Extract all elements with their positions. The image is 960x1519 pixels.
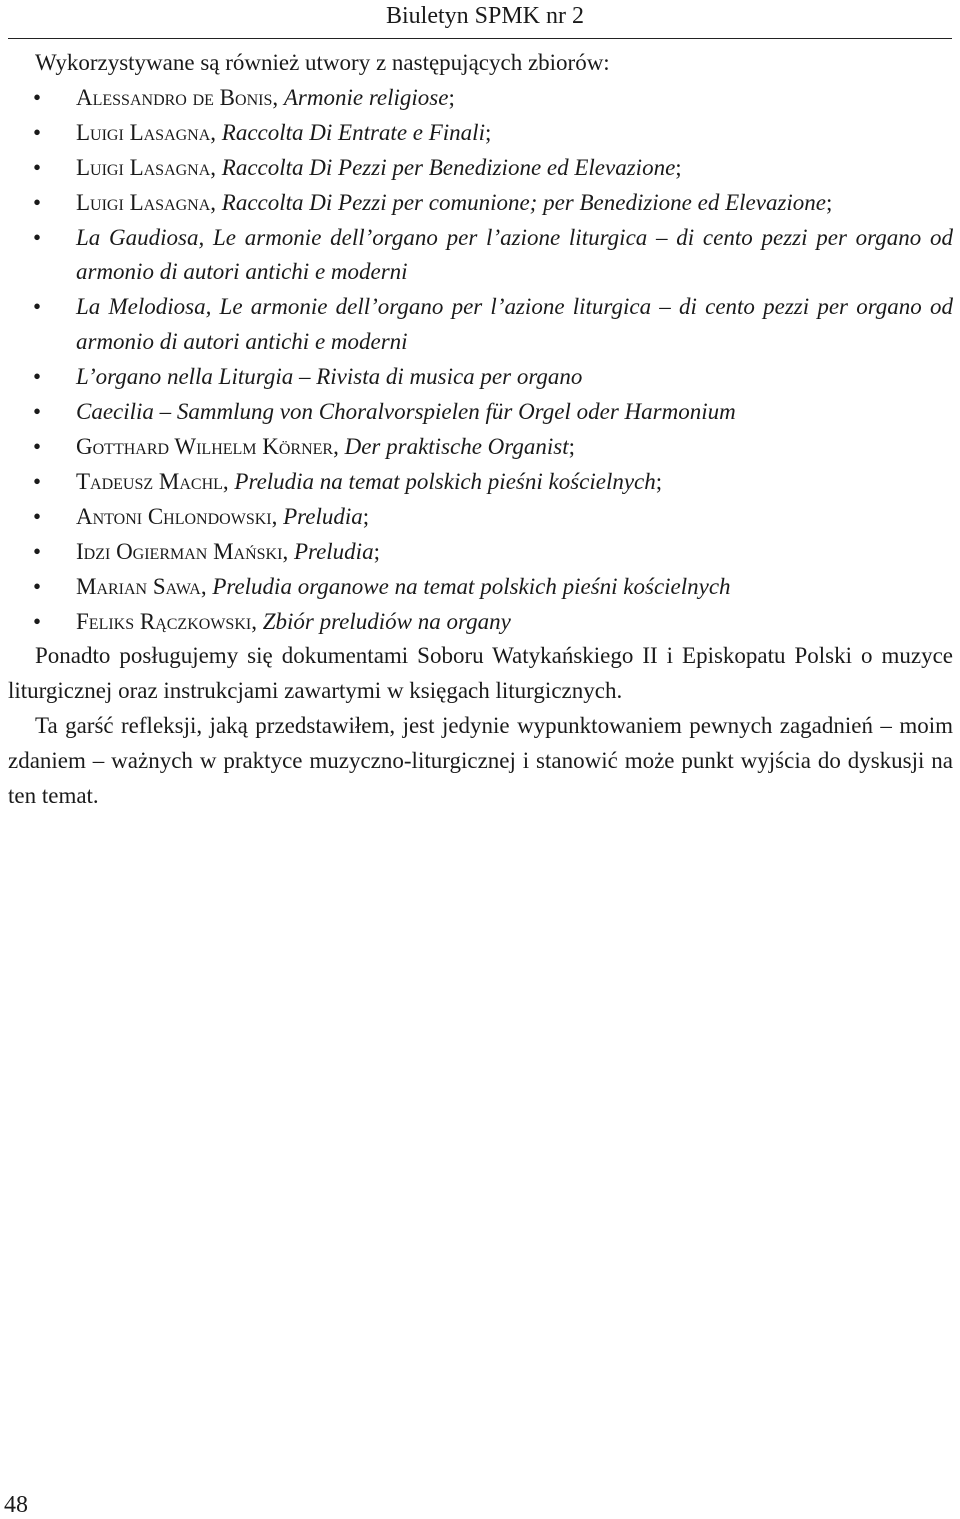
intro-line: Wykorzystywane są również utwory z następujących zbiorów: [35,50,610,75]
work-author: Marian Sawa [76,573,201,599]
work-author: Luigi Lasagna [76,119,211,145]
work-title: Preludia na temat polskich pieśni kościelnych [234,468,656,494]
paragraph-documents: Ponadto posługujemy się dokumentami Soboru Watykańskiego II i Episkopatu Polski o muzyce liturgicznej oraz instrukcjami zawartymi w księgach liturgicznych. [8,643,953,704]
work-title: Preludia organowe na temat polskich pieśni kościelnych [212,573,731,599]
bullet-icon: • [32,503,42,529]
list-item: • Antoni Chlondowski, Preludia; [8,500,953,535]
work-title: Armonie religiose [283,84,449,110]
work-author: Idzi Ogierman Mański [76,538,283,564]
work-title: Der praktische Organist [344,433,569,459]
page-content [8,46,953,814]
list-item [8,360,953,395]
bullet-icon: • [32,538,42,564]
work-title: Zbiór preludiów na organy [262,608,511,634]
item-punctuation: ; [826,189,833,215]
bullet-icon: • [32,189,42,215]
bullet-icon: • [32,154,42,180]
works-list [8,81,953,640]
list-item: • Gotthard Wilhelm Körner, Der praktische Organist; [8,430,953,465]
item-punctuation: ; [675,154,682,180]
list-item [8,290,953,360]
work-title: L’organo nella Liturgia – Rivista di musica per organo [76,364,583,390]
bullet-icon: • [32,608,42,634]
page-number: 48 [4,1492,28,1518]
bullet-icon: • [32,468,42,494]
bullet-icon: • [32,433,42,459]
bullet-icon: • [32,119,42,145]
journal-title: Biuletyn SPMK nr 2 [385,3,584,29]
list-item: • Idzi Ogierman Mański, Preludia; [8,535,953,570]
bullet-icon: • [32,294,42,320]
work-title: Preludia [283,503,363,529]
work-title: Preludia [293,538,374,564]
work-title: Raccolta Di Pezzi per comunione; per Benedizione ed Elevazione [221,189,827,215]
item-punctuation: ; [568,433,576,459]
work-title: Raccolta Di Entrate e Finali [221,119,485,145]
bullet-icon: • [32,84,42,110]
item-punctuation: ; [655,468,663,494]
work-title: Caecilia – Sammlung von Choralvorspielen für Orgel oder Harmonium [76,399,736,425]
bullet-icon: • [32,573,42,599]
work-author: Feliks Rączkowski [76,608,252,634]
list-item: • Marian Sawa, Preludia organowe na temat polskich pieśni kościelnych [8,570,953,605]
work-title: La Gaudiosa, Le armonie dell’organo per l’azione liturgica – di cento pezzi per organo od armonio di autori antichi e moderni [76,224,953,285]
running-header [8,0,952,39]
bullet-icon: • [32,399,42,425]
work-title: Raccolta Di Pezzi per Benedizione ed Elevazione [221,154,676,180]
item-punctuation: ; [373,538,380,564]
list-item: • Feliks Rączkowski, Zbiór preludiów na organy [8,605,953,640]
item-punctuation: ; [362,503,370,529]
work-title: La Melodiosa, Le armonie dell’organo per l’azione liturgica – di cento pezzi per organo od armonio di autori antichi e moderni [76,294,953,355]
list-item: • Alessandro de Bonis, Armonie religiose; [8,81,953,116]
bullet-icon: • [32,224,42,250]
list-item [8,395,953,430]
list-item: • Luigi Lasagna, Raccolta Di Pezzi per Benedizione ed Elevazione; [8,151,953,186]
work-author: Gotthard Wilhelm Körner [76,433,334,459]
list-item: • Luigi Lasagna, Raccolta Di Entrate e Finali; [8,116,953,151]
work-author: Luigi Lasagna [76,154,211,180]
work-author: Luigi Lasagna [76,189,211,215]
work-author: Tadeusz Machl [76,468,223,494]
item-punctuation: ; [484,119,492,145]
bullet-icon: • [32,364,42,390]
item-punctuation: ; [448,84,455,110]
work-author: Alessandro de Bonis [76,84,273,110]
work-author: Antoni Chlondowski [76,503,272,529]
list-item [8,221,953,291]
paragraph-conclusion: Ta garść refleksji, jaką przedstawiłem, jest jedynie wypunktowaniem pewnych zagadnień – moim zdaniem – ważnych w praktyce muzyczno-liturgicznej i stanowić może punkt wyjścia do dyskusji na ten temat. [8,713,953,809]
list-item: • Tadeusz Machl, Preludia na temat polskich pieśni kościelnych; [8,465,953,500]
list-item: • Luigi Lasagna, Raccolta Di Pezzi per comunione; per Benedizione ed Elevazione; [8,186,953,221]
